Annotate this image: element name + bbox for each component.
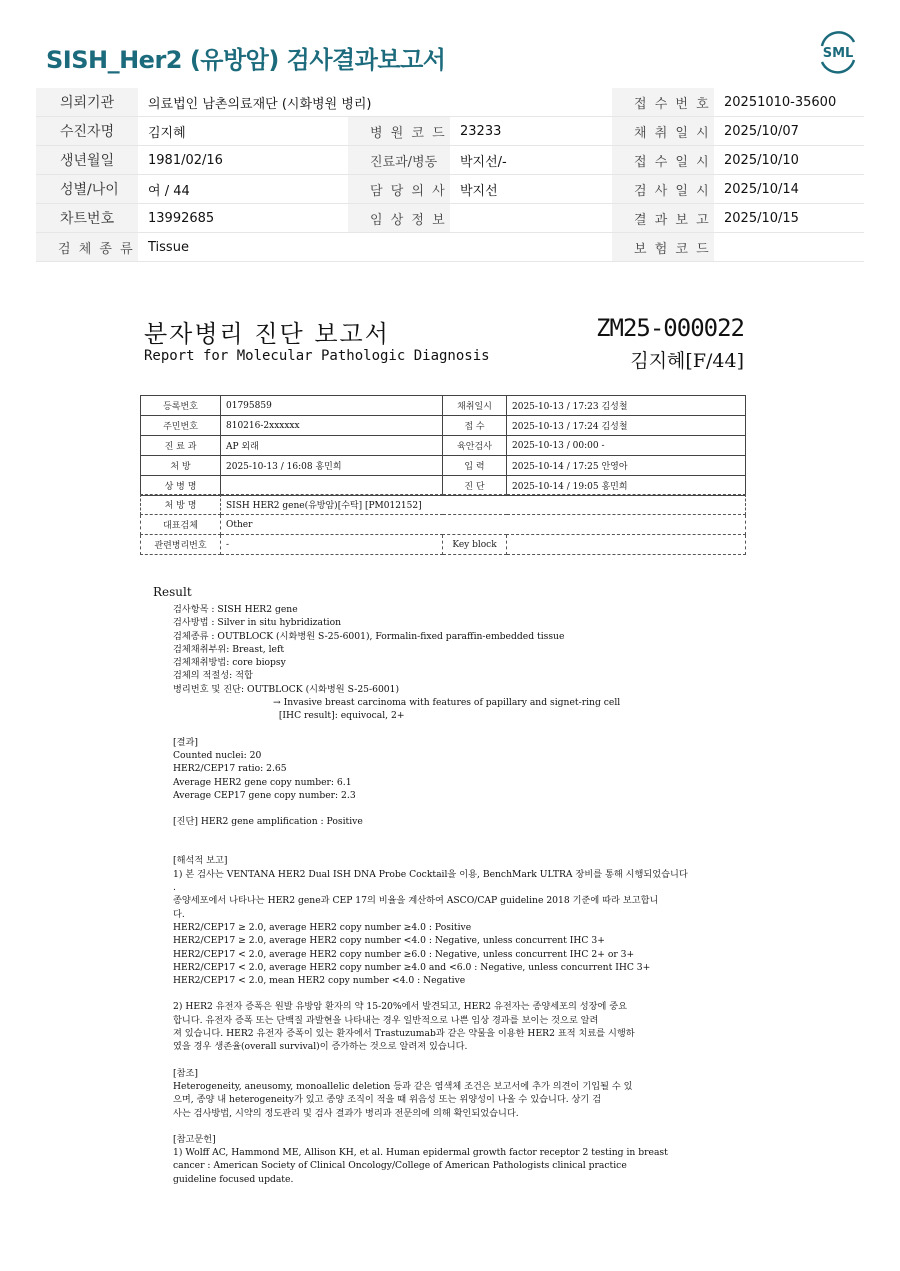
patient-info-table: [36, 88, 864, 262]
table-row: [141, 535, 746, 555]
interp-line: HER2/CEP17 < 2.0, mean HER2 copy number <4.0 : Negative: [173, 975, 466, 987]
collect-date-label: 채 취 일 시: [612, 117, 714, 146]
dx-line: [IHC result]: equivocal, 2+: [273, 710, 405, 722]
rel-label: 관련병리번호: [141, 535, 221, 555]
dob-label: 생년월일: [36, 146, 138, 175]
chart-no-label: 차트번호: [36, 204, 138, 233]
institution-value: 의료법인 남촌의료재단 (시화병원 병리): [138, 88, 612, 117]
receive-date-label: 접 수 일 시: [612, 146, 714, 175]
rep-value: Other: [221, 515, 746, 535]
specimen-label: 검 체 종 류: [36, 233, 138, 262]
key-value: [507, 535, 746, 555]
interp-line: 종양세포에서 나타나는 HER2 gene과 CEP 17의 비율을 계산하여 ASCO/CAP guideline 2018 기준에 따라 보고합니: [173, 895, 659, 907]
interp-line: .: [173, 882, 176, 894]
result-line: 병리번호 및 진단: OUTBLOCK (시화병원 S-25-6001): [173, 683, 400, 695]
interp-line: 다.: [173, 908, 185, 920]
ref-heading: [참고문헌]: [173, 1133, 216, 1145]
table-row: [36, 88, 864, 117]
table-row: [141, 396, 746, 416]
table-row: [141, 436, 746, 456]
rx-label: 처 방: [141, 456, 221, 476]
dept-value: 박지선/-: [450, 146, 612, 175]
receipt-value: 2025-10-13 / 17:24 김성철: [507, 416, 746, 436]
table-row: [141, 456, 746, 476]
report-meta-table: [140, 395, 746, 496]
page-title: SISH_Her2 (유방암) 검사결과보고서: [46, 46, 446, 74]
interp2-line: 합니다. 유전자 증폭 또는 단백질 과발현을 나타내는 경우 일반적으로 나쁜 임상 경과를 보이는 것으로 알려: [173, 1014, 599, 1026]
doctor-value: 박지선: [450, 175, 612, 204]
table-row: [141, 416, 746, 436]
test-date-label: 검 사 일 시: [612, 175, 714, 204]
table-row: [36, 146, 864, 175]
report-number: ZM25-000022: [596, 314, 744, 342]
note-line: Heterogeneity, aneusomy, monoallelic deletion 등과 같은 염색체 조건은 보고서에 추가 의견이 기입될 수 있: [173, 1080, 633, 1092]
report-date-value: 2025/10/15: [714, 204, 864, 233]
rrn-label: 주민번호: [141, 416, 221, 436]
logo-text: SML: [822, 46, 854, 61]
diagnosis-line: [진단] HER2 gene amplification : Positive: [173, 816, 363, 828]
interp-heading: [해석적 보고]: [173, 855, 228, 867]
report-title-ko: 분자병리 진단 보고서: [144, 320, 390, 348]
interp-line: HER2/CEP17 < 2.0, average HER2 copy number ≥6.0 : Negative, unless concurrent IHC 2+ or 3+: [173, 948, 635, 960]
dept-label: 진료과/병동: [348, 146, 450, 175]
interp-line: HER2/CEP17 ≥ 2.0, average HER2 copy number ≥4.0 : Positive: [173, 921, 472, 933]
reg-label: 등록번호: [141, 396, 221, 416]
patient-label: 수진자명: [36, 117, 138, 146]
sml-logo-icon: [814, 28, 862, 76]
note-line: 으며, 종양 내 heterogeneity가 있고 종양 조직이 적을 때 위음성 또는 위양성이 나올 수 있습니다. 상기 검: [173, 1094, 602, 1106]
table-row: [141, 495, 746, 515]
note-line: 사는 검사방법, 시약의 정도관리 및 검사 결과가 병리과 전문의에 의해 확인되었습니다.: [173, 1107, 519, 1119]
result-line: 검체채취부위: Breast, left: [173, 643, 285, 655]
diag-value: 2025-10-14 / 19:05 홍민희: [507, 476, 746, 496]
receipt-no-label: 접 수 번 호: [612, 88, 714, 117]
result-subheading: [결과]: [173, 736, 198, 748]
result-heading: Result: [153, 585, 192, 599]
table-row: [36, 233, 864, 262]
result-value-line: HER2/CEP17 ratio: 2.65: [173, 763, 287, 775]
table-row: [141, 476, 746, 496]
rep-label: 대표검체: [141, 515, 221, 535]
test-date-value: 2025/10/14: [714, 175, 864, 204]
sex-age-label: 성별/나이: [36, 175, 138, 204]
hospital-code-label: 병 원 코 드: [348, 117, 450, 146]
collect-value: 2025-10-13 / 17:23 김성철: [507, 396, 746, 416]
interp-line: 1) 본 검사는 VENTANA HER2 Dual ISH DNA Probe Cocktail을 이용, BenchMark ULTRA 장비를 통해 시행되었습니다: [173, 868, 688, 880]
diag-label: 진 단: [443, 476, 507, 496]
specimen-value: Tissue: [138, 233, 348, 262]
report-title-en: Report for Molecular Pathologic Diagnosis: [144, 348, 490, 364]
receipt-no-value: 20251010-35600: [714, 88, 864, 117]
result-value-line: Counted nuclei: 20: [173, 749, 262, 761]
collect-date-value: 2025/10/07: [714, 117, 864, 146]
dx-line: → Invasive breast carcinoma with features of papillary and signet-ring cell: [273, 697, 621, 709]
report-date-label: 결 과 보 고: [612, 204, 714, 233]
rrn-value: 810216-2xxxxxx: [221, 416, 443, 436]
collect-label: 채취일시: [443, 396, 507, 416]
result-section: [153, 585, 713, 1186]
sex-age-value: 여 / 44: [138, 175, 348, 204]
table-row: [36, 204, 864, 233]
table-row: [36, 175, 864, 204]
ref-line: 1) Wolff AC, Hammond ME, Allison KH, et al. Human epidermal growth factor receptor 2 testing in breast: [173, 1147, 668, 1159]
gross-label: 육안검사: [443, 436, 507, 456]
result-line: 검사항목 : SISH HER2 gene: [173, 604, 298, 615]
result-line: 검체채취방법: core biopsy: [173, 657, 286, 669]
interp2-line: 였을 경우 생존율(overall survival)이 증가하는 것으로 알려져 있습니다.: [173, 1041, 468, 1053]
clinical-value: [450, 204, 612, 233]
table-row: [36, 117, 864, 146]
receive-date-value: 2025/10/10: [714, 146, 864, 175]
dob-value: 1981/02/16: [138, 146, 348, 175]
result-value-line: Average CEP17 gene copy number: 2.3: [173, 789, 356, 801]
chart-no-value: 13992685: [138, 204, 348, 233]
hospital-code-value: 23233: [450, 117, 612, 146]
gross-value: 2025-10-13 / 00:00 -: [507, 436, 746, 456]
insurance-value: [714, 233, 864, 262]
institution-label: 의뢰기관: [36, 88, 138, 117]
ref-line: guideline focused update.: [173, 1173, 294, 1185]
ward-label: 상 병 명: [141, 476, 221, 496]
ref-line: cancer : American Society of Clinical Oncology/College of American Pathologists clinical practice: [173, 1160, 627, 1172]
result-value-line: Average HER2 gene copy number: 6.1: [173, 776, 352, 788]
receipt-label: 접 수: [443, 416, 507, 436]
clinical-label: 임 상 정 보: [348, 204, 450, 233]
table-row: [141, 515, 746, 535]
reg-value: 01795859: [221, 396, 443, 416]
report-patient: 김지혜[F/44]: [630, 350, 744, 372]
input-label: 입 력: [443, 456, 507, 476]
result-line: 검체종류 : OUTBLOCK (시화병원 S-25-6001), Formalin-fixed paraffin-embedded tissue: [173, 630, 565, 642]
result-line: 검사방법 : Silver in situ hybridization: [173, 617, 342, 629]
interp-line: HER2/CEP17 ≥ 2.0, average HER2 copy number <4.0 : Negative, unless concurrent IHC 3+: [173, 935, 605, 947]
input-value: 2025-10-14 / 17:25 안영아: [507, 456, 746, 476]
insurance-label: 보 험 코 드: [612, 233, 714, 262]
interp2-line: 2) HER2 유전자 증폭은 원발 유방암 환자의 약 15-20%에서 발견되고, HER2 유전자는 종양세포의 성장에 중요: [173, 1001, 628, 1013]
ward-value: [221, 476, 443, 496]
order-value: SISH HER2 gene(유방암)[수탁] [PM012152]: [221, 495, 746, 515]
order-label: 처 방 명: [141, 495, 221, 515]
interp-line: HER2/CEP17 < 2.0, average HER2 copy number ≥4.0 and <6.0 : Negative, unless concurrent IHC 3+: [173, 961, 651, 973]
rel-value: -: [221, 535, 443, 555]
rdept-value: AP 외래: [221, 436, 443, 456]
result-line: 검체의 적절성: 적합: [173, 670, 253, 682]
rdept-label: 진 료 과: [141, 436, 221, 456]
rx-value: 2025-10-13 / 16:08 홍민희: [221, 456, 443, 476]
doctor-label: 담 당 의 사: [348, 175, 450, 204]
report-order-table: [140, 494, 746, 555]
interp2-line: 져 있습니다. HER2 유전자 증폭이 있는 환자에서 Trastuzumab과 같은 약물을 이용한 HER2 표적 치료를 시행하: [173, 1028, 635, 1040]
note-heading: [참조]: [173, 1067, 198, 1079]
key-label: Key block: [443, 535, 507, 555]
patient-value: 김지혜: [138, 117, 348, 146]
